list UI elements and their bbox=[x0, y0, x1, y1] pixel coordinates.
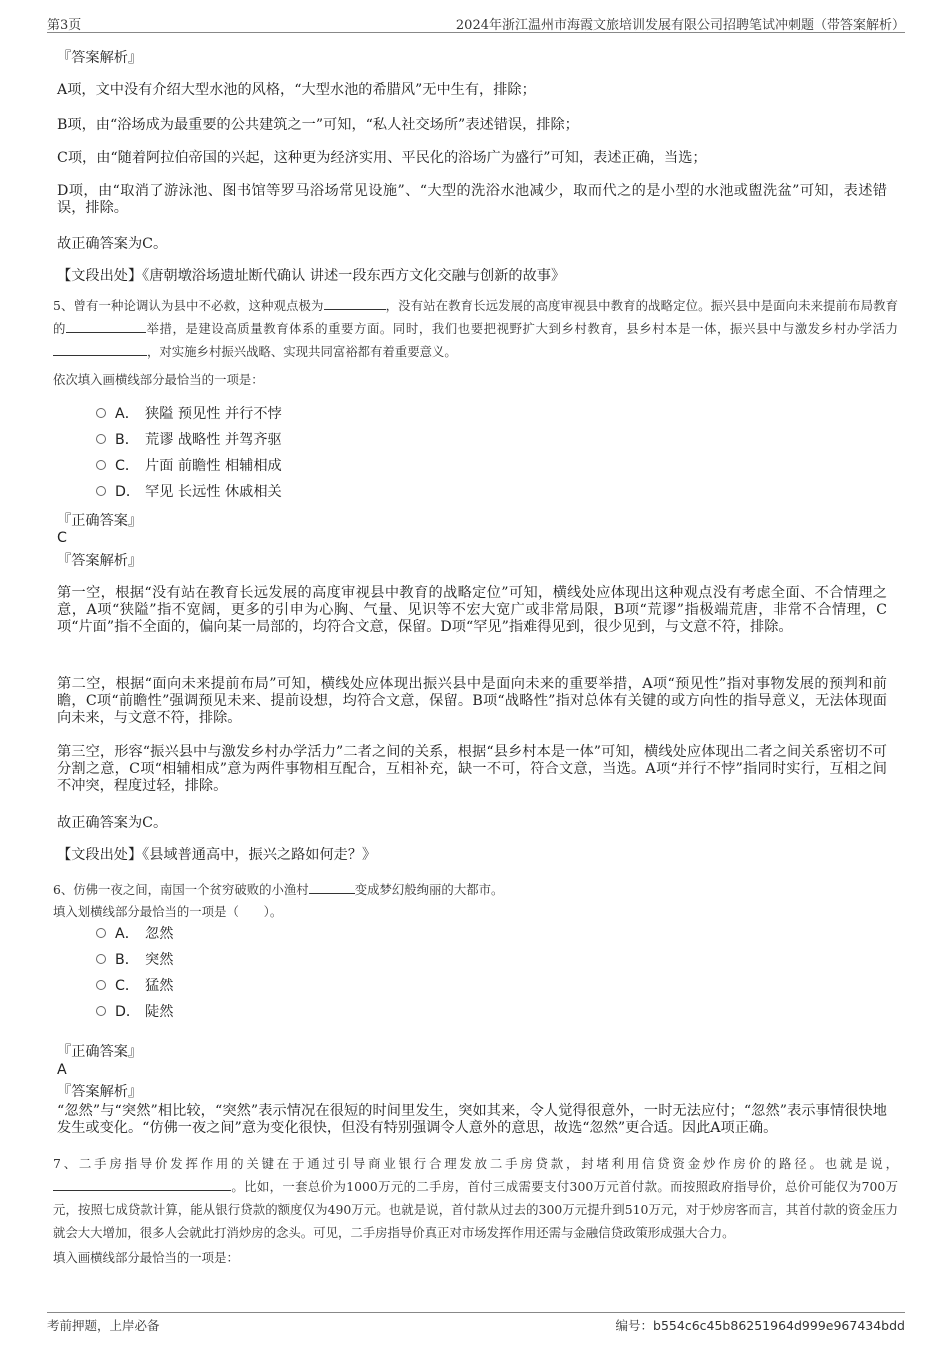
analysis-label: 『答案解析』 bbox=[57, 553, 143, 569]
page-footer bbox=[47, 1312, 905, 1335]
option-b[interactable]: B． 突然 bbox=[96, 951, 173, 969]
analysis-paragraph-2: 第二空，根据“面向未来提前布局”可知，横线处应体现出振兴县中是面向未来的重要举措，A项“预见性”指对事物发展的预判和前瞻，C项“前瞻性”强调预见未来、提前设想，均符合文意，保留。B项“战略性”指对总体有关键的或方向性的指导意义，无法体现面向未来，与文意不符，排除。 bbox=[57, 676, 887, 726]
question-6-prompt: 填入划横线部分最恰当的一项是（ ）。 bbox=[53, 904, 283, 919]
document-code: 编号：b554c6c45b86251964d999e967434bdd bbox=[615, 1318, 905, 1333]
radio-icon[interactable] bbox=[96, 408, 106, 418]
question-5-prompt: 依次填入画横线部分最恰当的一项是： bbox=[53, 372, 264, 387]
question-5-stem: 5、曾有一种论调认为县中不必救，这种观点极为 ，没有站在教育长远发展的高度审视县中教育的战略定位。振兴县中是面向未来提前布局教育的 举措，是建设高质量教育体系的重要方面。同时，我们也要把视野扩大到乡村教育，县乡村本是一体，振兴县中与激发乡村办学活力，对实施乡村振兴战略、实现共同富裕都有着重要意义。 bbox=[53, 298, 899, 359]
radio-icon[interactable] bbox=[96, 460, 106, 470]
analysis-paragraph-3: 第三空，形容“振兴县中与激发乡村办学活力”二者之间的关系，根据“县乡村本是一体”可知，横线处应体现出二者之间关系密切不可分割之意，C项“相辅相成”意为两件事物相互配合，互相补充，缺一不可，符合文意，当选。A项“并行不悖”指同时实行，互相之间不冲突，程度过轻，排除。 bbox=[57, 744, 887, 794]
page-header bbox=[47, 12, 905, 33]
analysis-line-a: A项，文中没有介绍大型水池的风格，“大型水池的希腊风”无中生有，排除； bbox=[57, 82, 536, 98]
option-a[interactable]: A． 忽然 bbox=[96, 925, 173, 943]
radio-icon[interactable] bbox=[96, 1006, 106, 1016]
option-b[interactable]: B． 荒谬 战略性 并驾齐驱 bbox=[96, 431, 282, 449]
answer-label: 『正确答案』 bbox=[57, 513, 143, 529]
radio-icon[interactable] bbox=[96, 954, 106, 964]
answer-value: C bbox=[57, 530, 67, 546]
blank-1 bbox=[324, 296, 386, 310]
radio-icon[interactable] bbox=[96, 486, 106, 496]
analysis-paragraph: “忽然”与“突然”相比较，“突然”表示情况在很短的时间里发生，突如其来，令人觉得很意外，一时无法应付；“忽然”表示事情很快地发生或变化。“仿佛一夜之间”意为变化很快，但没有特别强调令人意外的意思，故选“忽然”更合适。因此A项正确。 bbox=[57, 1103, 887, 1136]
option-d[interactable]: D． 陡然 bbox=[96, 1003, 173, 1021]
option-c[interactable]: C． 猛然 bbox=[96, 977, 173, 995]
analysis-paragraph-1: 第一空，根据“没有站在教育长远发展的高度审视县中教育的战略定位”可知，横线处应体现出这种观点没有考虑全面、不合情理之意，A项“狭隘”指不宽阔，更多的引申为心胸、气量、见识等不宏大宽广或非常局限，B项“荒谬”指极端荒唐，非常不合情理，C项“片面”指不全面的，偏向某一局部的，均符合文意，保留。D项“罕见”指难得见到，很少见到，与文意不符，排除。 bbox=[57, 585, 887, 635]
blank bbox=[53, 1177, 231, 1191]
blank-3 bbox=[53, 342, 147, 356]
option-a[interactable]: A． 狭隘 预见性 并行不悖 bbox=[96, 405, 282, 423]
source-citation: 【文段出处】《唐朝墩浴场遗址断代确认 讲述一段东西方文化交融与创新的故事》 bbox=[57, 268, 566, 284]
analysis-line-c: C项，由“随着阿拉伯帝国的兴起，这种更为经济实用、平民化的浴场广为盛行”可知，表述正确，当选； bbox=[57, 150, 707, 166]
analysis-label: 『答案解析』 bbox=[57, 50, 143, 66]
option-c[interactable]: C． 片面 前瞻性 相辅相成 bbox=[96, 457, 282, 475]
document-title: 2024年浙江温州市海霞文旅培训发展有限公司招聘笔试冲刺题（带答案解析） bbox=[455, 18, 905, 33]
question-6-stem: 6、仿佛一夜之间，南国一个贫穷破败的小渔村 变成梦幻般绚丽的大都市。 bbox=[53, 882, 504, 897]
radio-icon[interactable] bbox=[96, 928, 106, 938]
footer-slogan: 考前押题，上岸必备 bbox=[47, 1318, 160, 1333]
analysis-line-d: D项，由“取消了游泳池、图书馆等罗马浴场常见设施”、“大型的洗浴水池减少，取而代之的是小型的水池或盥洗盆”可知，表述错误，排除。 bbox=[57, 183, 887, 216]
correct-answer-line: 故正确答案为C。 bbox=[57, 236, 168, 252]
answer-label: 『正确答案』 bbox=[57, 1044, 143, 1060]
blank-2 bbox=[66, 319, 146, 333]
source-citation: 【文段出处】《县域普通高中，振兴之路如何走？》 bbox=[57, 847, 377, 863]
analysis-line-b: B项，由“浴场成为最重要的公共建筑之一”可知，“私人社交场所”表述错误，排除； bbox=[57, 117, 579, 133]
analysis-label: 『答案解析』 bbox=[57, 1084, 143, 1100]
question-7-prompt: 填入画横线部分最恰当的一项是： bbox=[53, 1250, 239, 1265]
blank bbox=[309, 880, 355, 894]
answer-value: A bbox=[57, 1062, 67, 1078]
question-7-stem: 7、二手房指导价发挥作用的关键在于通过引导商业银行合理发放二手房贷款，封堵利用信贷资金炒作房价的路径。也就是说，。比如，一套总价为1000万元的二手房，首付三成需要支付300万元首付款。而按照政府指导价，总价可能仅为700万元，按照七成贷款计算，能从银行贷款的额度仅为490万元。也就是说，首付款从过去的300万元提升到510万元，对于炒房客而言，其首付款的资金压力就会大大增加，很多人会就此打消炒房的念头。可见，二手房指导价真正对市场发挥作用还需与金融信贷政策形成强大合力。 bbox=[53, 1156, 898, 1240]
radio-icon[interactable] bbox=[96, 980, 106, 990]
option-d[interactable]: D． 罕见 长远性 休戚相关 bbox=[96, 483, 282, 501]
radio-icon[interactable] bbox=[96, 434, 106, 444]
correct-answer-line: 故正确答案为C。 bbox=[57, 815, 168, 831]
page-number: 第3页 bbox=[47, 18, 82, 33]
